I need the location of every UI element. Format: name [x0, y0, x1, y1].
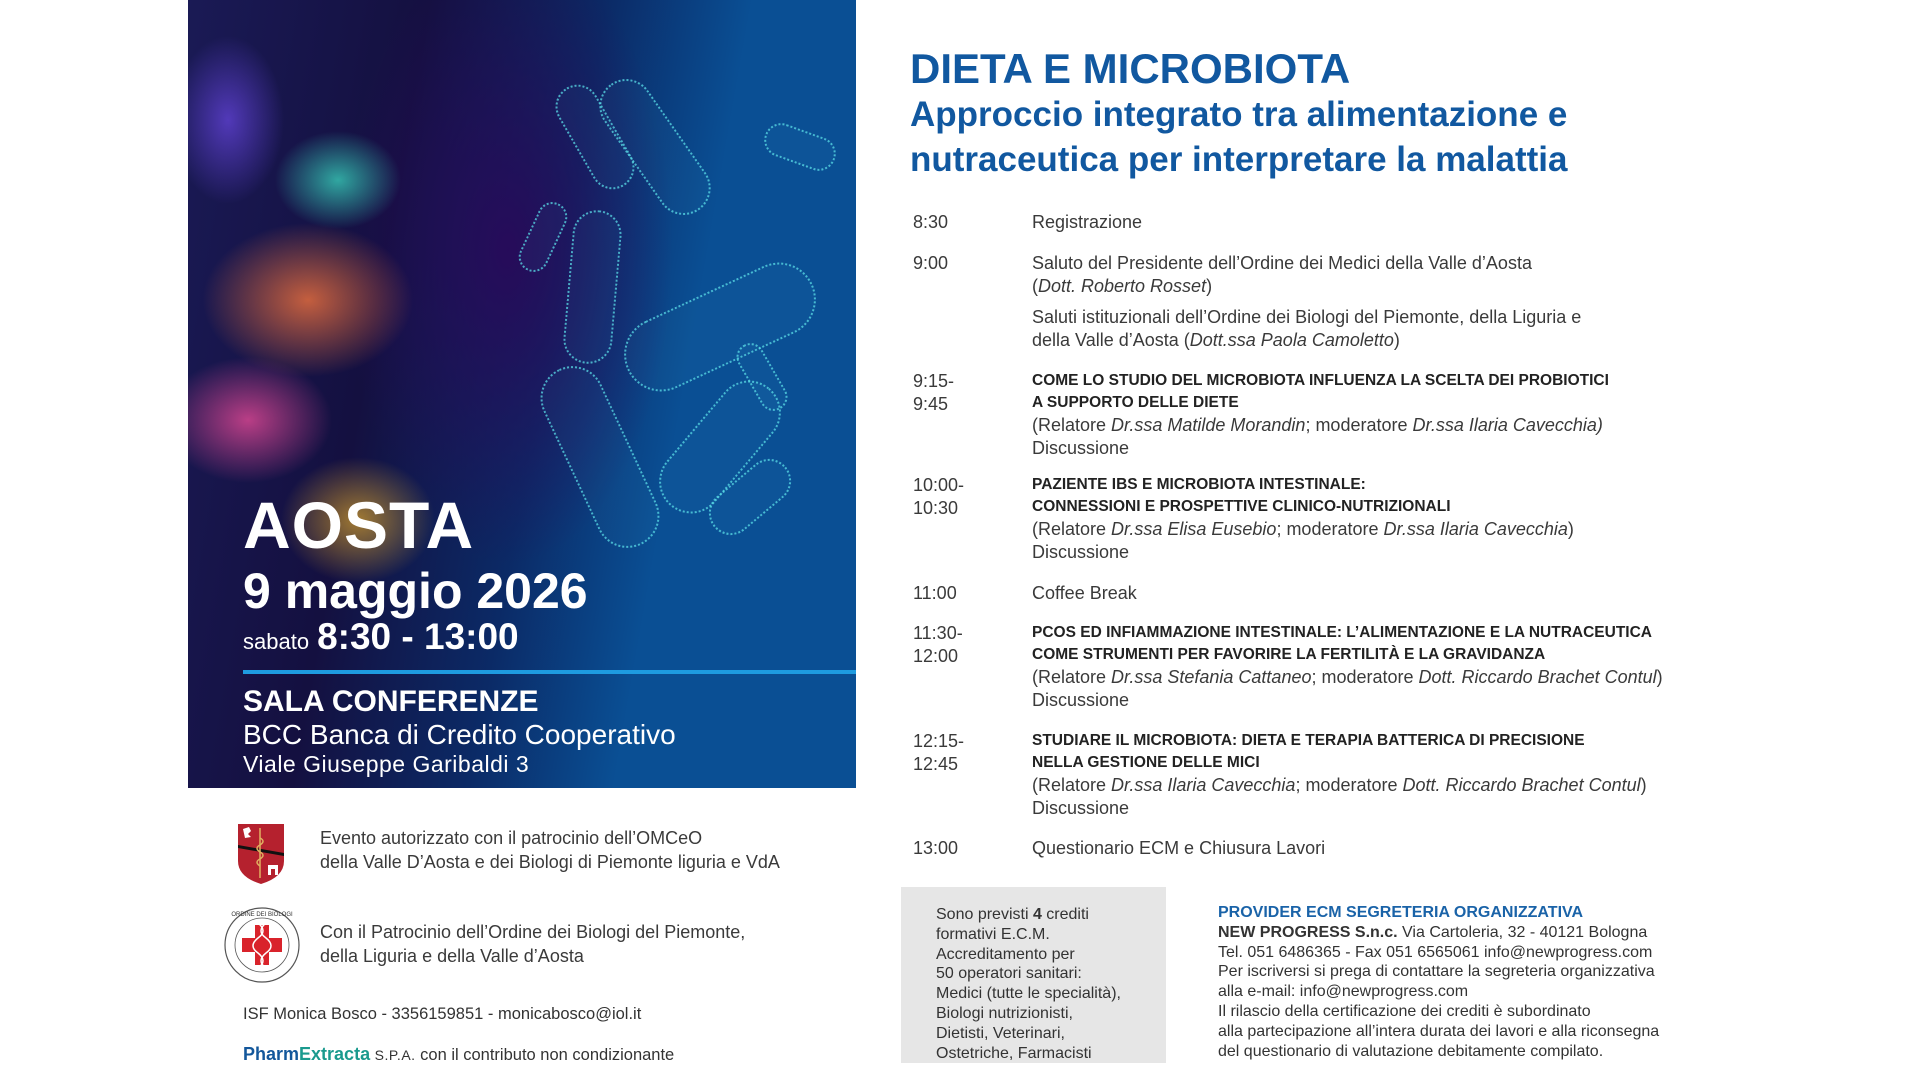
program-content: Questionario ECM e Chiusura Lavori [1032, 838, 1326, 858]
bacteria-illustration [514, 197, 572, 277]
biologi-patronage-text: Con il Patrocinio dell’Ordine dei Biologi del Piemonte, della Liguria e della Valle d’Aosta [320, 922, 746, 966]
hero-panel [188, 0, 856, 788]
venue-name: BCC Banca di Credito Cooperativo [243, 719, 676, 750]
moderator-name: Dr.ssa Ilaria Cavecchia [1412, 415, 1597, 435]
moderator-name: Dott. Riccardo Brachet Contul [1402, 775, 1641, 795]
event-city: AOSTA [243, 488, 475, 562]
session-topic: COME LO STUDIO DEL MICROBIOTA INFLUENZA LA SCELTA DEI PROBIOTICI [1032, 372, 1609, 389]
speaker-name: Dott. Roberto Rosset [1038, 276, 1207, 296]
svg-text:ORDINE DEI BIOLOGI: ORDINE DEI BIOLOGI [231, 912, 293, 918]
omceo-patronage-text: Evento autorizzato con il patrocinio dell’OMCeO della Valle D’Aosta e dei Biologi di Piemonte liguria e VdA [320, 828, 780, 872]
program-content: Coffee Break [1032, 583, 1137, 603]
program-time: 13:00 [913, 838, 959, 858]
page-subtitle-line2: nutraceutica per interpretare la malattia [910, 140, 1568, 179]
venue-title: SALA CONFERENZE [243, 685, 539, 718]
sponsor-logo-pharm: Pharm [243, 1044, 300, 1064]
page-title: DIETA E MICROBIOTA [910, 45, 1351, 92]
provider-email: alla e-mail: info@newprogress.com [1218, 983, 1469, 1001]
program-time: 11:00 [913, 583, 957, 603]
speaker-name: Dr.ssa Stefania Cattaneo [1111, 667, 1312, 687]
moderator-name: Dr.ssa Ilaria Cavecchia [1383, 519, 1568, 539]
omceo-shield-logo [237, 823, 285, 885]
moderator-name: Dott. Riccardo Brachet Contul [1418, 667, 1657, 687]
speaker-name: Dr.ssa Matilde Morandin [1111, 415, 1306, 435]
sponsor-line: PharmExtracta S.P.A. con il contributo non condizionante [243, 1044, 675, 1064]
session-topic: PAZIENTE IBS E MICROBIOTA INTESTINALE: [1032, 476, 1366, 493]
provider-company: NEW PROGRESS S.n.c. [1218, 923, 1398, 941]
program-content: PCOS ED INFIAMMAZIONE INTESTINALE: L’ALIMENTAZIONE E LA NUTRACEUTICA COME STRUMENTI PER FAVORIRE LA FERTILITÀ E LA GRAVIDANZA (Relatore Dr.ssa Stefania Cattaneo; moderatore Dott. Riccardo Brachet Contul) Discussione [1032, 622, 1802, 712]
speaker-name: Dr.ssa Ilaria Cavecchia [1111, 775, 1296, 795]
bacteria-illustration [759, 118, 840, 175]
program-time: 12:15- 12:45 [913, 731, 965, 774]
program-content: Saluto del Presidente dell’Ordine dei Medici della Valle d’Aosta (Dott. Roberto Rosset) Saluti istituzionali dell’Ordine dei Biologi del Piemonte, della Liguria e della Valle d’Aosta (Dott.ssa Paola Camoletto) [1032, 253, 1582, 350]
provider-heading: PROVIDER ECM SEGRETERIA ORGANIZZATIVA [1218, 904, 1584, 921]
credits-count: 4 [1032, 906, 1042, 923]
session-topic: A SUPPORTO DELLE DIETE [1032, 394, 1239, 411]
program-content: STUDIARE IL MICROBIOTA: DIETA E TERAPIA BATTERICA DI PRECISIONE NELLA GESTIONE DELLE MICI (Relatore Dr.ssa Ilaria Cavecchia; moderatore Dott. Riccardo Brachet Contul) Discussione [1032, 730, 1802, 820]
sponsor-logo-extracta: Extracta [299, 1044, 371, 1064]
ordine-biologi-logo [222, 905, 302, 985]
ecm-credits-box: Sono previsti 4 crediti formativi E.C.M. Accreditamento per 50 operatori sanitari: Medici (tutte le specialità), Biologi nutrizionisti, Dietisti, Veterinari, Ostetriche, Farmacisti [901, 887, 1166, 1063]
event-date: 9 maggio 2026 [243, 563, 588, 619]
program-time: 10:00- 10:30 [913, 475, 965, 518]
session-topic: STUDIARE IL MICROBIOTA: DIETA E TERAPIA BATTERICA DI PRECISIONE [1032, 732, 1585, 749]
program-content: COME LO STUDIO DEL MICROBIOTA INFLUENZA LA SCELTA DEI PROBIOTICI A SUPPORTO DELLE DIETE (Relatore Dr.ssa Matilde Morandin; moderatore Dr.ssa Ilaria Cavecchia) Discussione [1032, 370, 1802, 460]
provider-phone: Tel. 051 6486365 - Fax 051 6565061 info@newprogress.com [1218, 943, 1653, 961]
program-time: 9:00 [913, 253, 949, 273]
isf-contact: ISF Monica Bosco - 3356159851 - monicabosco@iol.it [243, 1005, 642, 1023]
session-topic: CONNESSIONI E PROSPETTIVE CLINICO-NUTRIZIONALI [1032, 498, 1451, 515]
divider [243, 670, 856, 674]
event-time-range: 8:30 - 13:00 [317, 616, 519, 657]
venue-address: Viale Giuseppe Garibaldi 3 [243, 751, 530, 777]
event-day: sabato [243, 629, 310, 654]
program-time: 9:15- 9:45 [913, 371, 955, 414]
session-topic: COME STRUMENTI PER FAVORIRE LA FERTILITÀ E LA GRAVIDANZA [1032, 646, 1546, 663]
speaker-name: Dott.ssa Paola Camoletto [1189, 330, 1394, 350]
page-subtitle-line1: Approccio integrato tra alimentazione e [910, 95, 1568, 134]
program-time: 8:30 [913, 212, 949, 232]
provider-info: PROVIDER ECM SEGRETERIA ORGANIZZATIVA NEW PROGRESS S.n.c. Via Cartoleria, 32 - 40121 Bologna Tel. 051 6486365 - Fax 051 6565061 info@newprogress.com Per iscriversi si prega di contattare la segreteria organizzativa alla e-mail: info@newprogress.com Il rilascio della certificazione dei crediti è subordinato alla partecipazione all’intera durata dei lavori e alla riconsegna del questionario di valutazione debitamente compilato. [1218, 904, 1660, 1060]
session-topic: NELLA GESTIONE DELLE MICI [1032, 754, 1260, 771]
event-time [243, 616, 519, 658]
speaker-name: Dr.ssa Elisa Eusebio [1111, 519, 1277, 539]
program-content: PAZIENTE IBS E MICROBIOTA INTESTINALE: CONNESSIONI E PROSPETTIVE CLINICO-NUTRIZIONALI (Relatore Dr.ssa Elisa Eusebio; moderatore Dr.ssa Ilaria Cavecchia) Discussione [1032, 474, 1802, 564]
bacteria-illustration [561, 208, 623, 366]
session-topic: PCOS ED INFIAMMAZIONE INTESTINALE: L’ALIMENTAZIONE E LA NUTRACEUTICA [1032, 624, 1652, 641]
bacteria-illustration [612, 250, 828, 403]
program-content: Registrazione [1032, 212, 1143, 232]
program-time: 11:30- 12:00 [913, 623, 963, 666]
